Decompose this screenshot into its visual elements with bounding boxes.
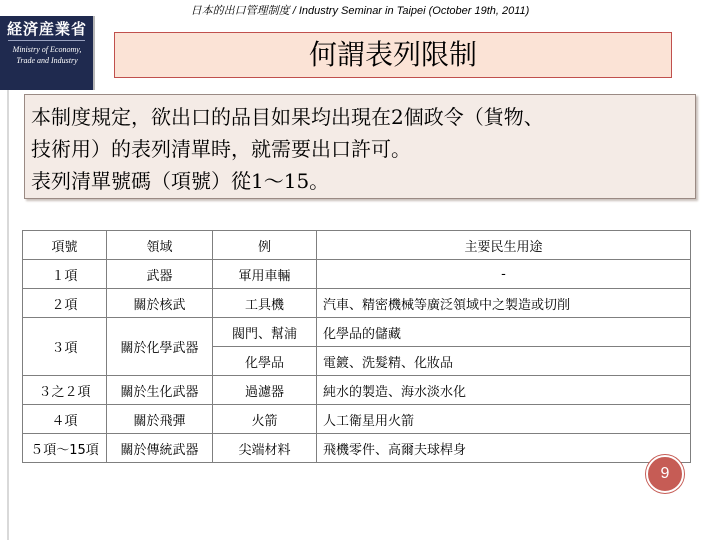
example-cell: 火箭 [213, 405, 317, 434]
table-header-row [23, 231, 691, 260]
table-row [23, 405, 691, 434]
logo-name-en-line1: Ministry of Economy, [12, 45, 82, 54]
logo-name-cn: 経済産業省 [6, 20, 87, 38]
example-cell: 尖端材料 [213, 434, 317, 463]
use-cell: 飛機零件、高爾夫球桿身 [317, 434, 691, 463]
logo-name-en [2, 44, 92, 66]
running-header: 日本的出口管理制度 / Industry Seminar in Taipei (October 19th, 2011) [190, 5, 530, 17]
table-row [23, 318, 691, 347]
item-number-cell: ５項～15項 [23, 434, 107, 463]
use-cell: 化學品的儲藏 [317, 318, 691, 347]
example-cell: 閥門、幫浦 [213, 318, 317, 347]
table-row [23, 434, 691, 463]
description-box [24, 94, 696, 199]
table-row [23, 376, 691, 405]
page-number-badge: 9 [646, 455, 684, 493]
use-cell: 純水的製造、海水淡水化 [317, 376, 691, 405]
logo-divider [8, 40, 85, 41]
example-cell: 工具機 [213, 289, 317, 318]
header-cell-use: 主要民生用途 [317, 231, 691, 260]
example-cell: 化學品 [213, 347, 317, 376]
list-control-table [22, 230, 691, 463]
field-cell: 關於飛彈 [107, 405, 213, 434]
table-row [23, 289, 691, 318]
description-line: 表列清單號碼（項號）從1～15。 [31, 169, 330, 193]
field-cell: 關於傳統武器 [107, 434, 213, 463]
use-cell: 人工衛星用火箭 [317, 405, 691, 434]
item-number-cell: ３項 [23, 318, 107, 376]
field-cell: 關於生化武器 [107, 376, 213, 405]
header-cell-item: 項號 [23, 231, 107, 260]
item-number-cell: ４項 [23, 405, 107, 434]
left-margin-rule [7, 90, 9, 540]
header-cell-field: 領域 [107, 231, 213, 260]
description-line: 技術用）的表列清單時，就需要出口許可。 [31, 137, 411, 161]
description-line: 本制度規定，欲出口的品目如果均出現在2個政令（貨物、 [31, 105, 544, 129]
field-cell: 關於核武 [107, 289, 213, 318]
field-cell: 武器 [107, 260, 213, 289]
use-cell: - [317, 260, 691, 289]
item-number-cell: ２項 [23, 289, 107, 318]
item-number-cell: １項 [23, 260, 107, 289]
field-cell: 關於化學武器 [107, 318, 213, 376]
use-cell: 電鍍、洗髮精、化妝品 [317, 347, 691, 376]
slide-title: 何謂表列限制 [114, 32, 672, 78]
item-number-cell: ３之２項 [23, 376, 107, 405]
table-row [23, 260, 691, 289]
example-cell: 軍用車輛 [213, 260, 317, 289]
logo-name-en-line2: Trade and Industry [16, 56, 78, 65]
use-cell: 汽車、精密機械等廣泛領域中之製造或切削 [317, 289, 691, 318]
header-cell-example: 例 [213, 231, 317, 260]
meti-logo [0, 16, 95, 90]
example-cell: 過濾器 [213, 376, 317, 405]
